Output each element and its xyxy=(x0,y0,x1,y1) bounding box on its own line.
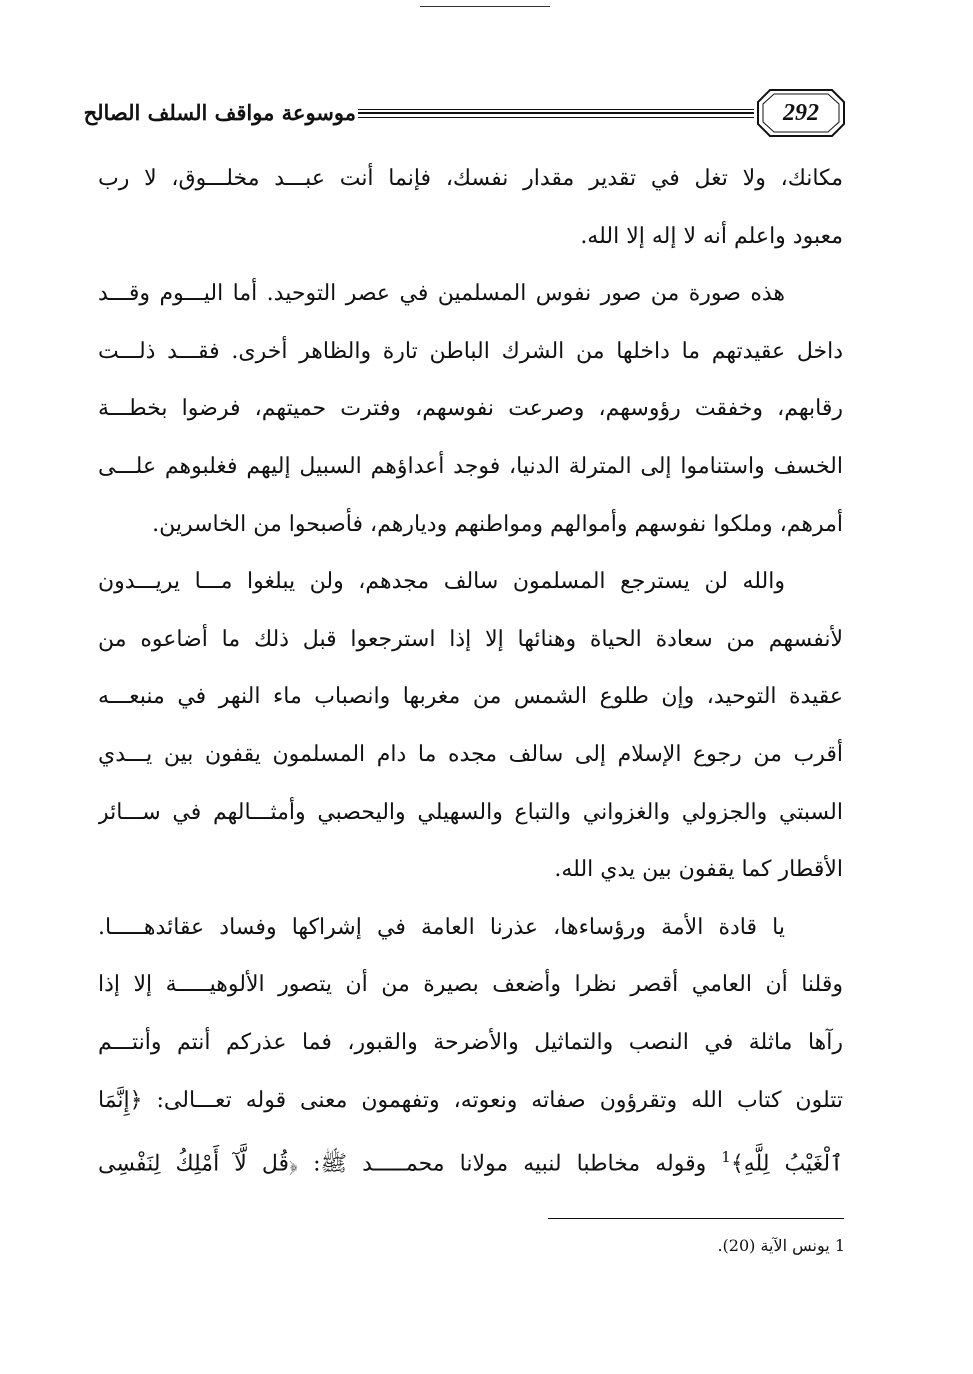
text-line: أقرب من رجوع الإسلام إلى سالف مجده ما دام المسلمون يقفون بين يـــدي xyxy=(98,741,843,767)
text-line: مكانك، ولا تغل في تقدير مقدار نفسك، فإنما أنت عبـــد مخلـــوق، لا رب xyxy=(98,166,843,191)
footnote-text: يونس الآية (20). xyxy=(717,1236,830,1255)
text-span: وقوله مخاطبا لنبيه مولانا محمـــــد ﷺ: ﴿قُل لَّآ أَمْلِكُ لِنَفْسِى xyxy=(98,1151,707,1177)
header-rule-thin xyxy=(358,117,754,118)
footnote xyxy=(445,1236,845,1255)
text-line: معبود واعلم أنه لا إله إلا الله. xyxy=(580,223,843,249)
text-line: عقيدة التوحيد، وإن طلوع الشمس من مغربها وانصباب ماء النهر في منبعـــه xyxy=(98,684,843,710)
top-edge-mark xyxy=(420,0,550,7)
footnote-ref[interactable]: 1 xyxy=(721,1148,731,1167)
text-line: داخل عقيدتهم ما داخلها من الشرك الباطن تارة والظاهر أخرى. فقـــد ذلـــت xyxy=(98,338,843,364)
text-line: تتلون كتاب الله وتقرؤون صفاته ونعوته، وتفهمون معنى قوله تعـــالى: ﴿إِنَّمَا xyxy=(98,1087,843,1113)
text-line: يا قادة الأمة ورؤساءها، عذرنا العامة في إشراكها وفساد عقائدهـــــا. xyxy=(98,914,785,940)
text-line-with-footnote xyxy=(98,1129,843,1187)
page-number: 292 xyxy=(783,100,819,126)
header-rule xyxy=(358,109,754,114)
text-line: رقابهم، وخفقت رؤوسهم، وصرعت نفوسهم، وفترت حميتهم، فرضوا بخطـــة xyxy=(98,396,843,422)
quran-verse: ٱلْغَيْبُ لِلَّهِ﴾ xyxy=(730,1151,843,1177)
text-line: الخسف واستناموا إلى المترلة الدنيا، فوجد أعداؤهم السبيل إليهم فغلبوهم علـــى xyxy=(98,453,843,479)
text-line: لأنفسهم من سعادة الحياة وهنائها إلا إذا استرجعوا قبل ذلك ما أضاعوه من xyxy=(98,626,843,652)
text-line: الأقطار كما يقفون بين يدي الله. xyxy=(554,857,843,883)
text-line: والله لن يسترجع المسلمون سالف مجدهم، ولن يبلغوا مـــا يريـــدون xyxy=(98,569,785,595)
text-line: هذه صورة من صور نفوس المسلمين في عصر التوحيد. أما اليـــوم وقـــد xyxy=(98,281,785,307)
text-line: رآها ماثلة في النصب والتماثيل والأضرحة والقبور، فما عذركم أنتم وأنتـــم xyxy=(98,1029,843,1055)
footnote-number: 1 xyxy=(834,1236,845,1255)
text-line: أمرهم، وملكوا نفوسهم وأموالهم ومواطنهم وديارهم، فأصبحوا من الخاسرين. xyxy=(152,511,843,537)
footnote-separator xyxy=(548,1218,844,1219)
text-line: السبتي والجزولي والغزواني والتباع والسهيلي واليحصبي وأمثـــالهم في ســـائر xyxy=(98,799,843,825)
text-line: وقلنا أن العامي أقصر نظرا وأضعف بصيرة من أن يتصور الألوهيـــــة إلا إذا xyxy=(98,972,843,998)
book-title: موسوعة مواقف السلف الصالح xyxy=(83,100,356,125)
main-text xyxy=(98,150,843,1187)
page-header xyxy=(83,84,846,144)
page-number-badge xyxy=(756,84,846,142)
